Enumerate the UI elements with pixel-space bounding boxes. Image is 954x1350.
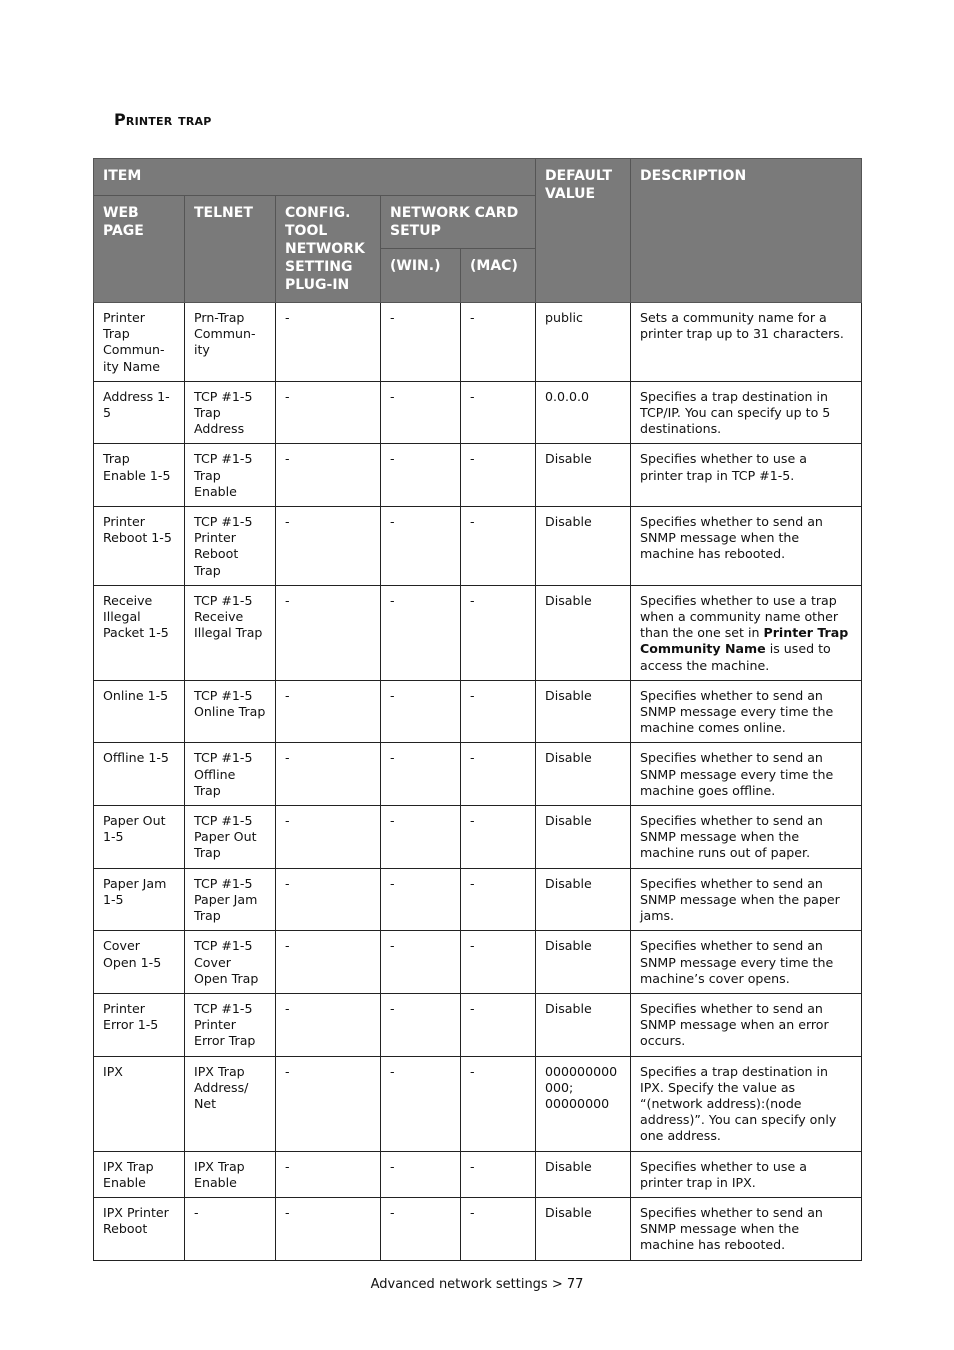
header-mac: (MAC) <box>461 249 536 303</box>
cell-win: - <box>381 680 461 743</box>
cell-win: - <box>381 743 461 806</box>
printer-trap-table <box>93 158 862 1261</box>
cell-win: - <box>381 303 461 382</box>
cell-default-value: 000000000 000; 00000000 <box>536 1056 631 1151</box>
page-footer: Advanced network settings > 77 <box>370 1277 584 1292</box>
cell-web-page: IPX Trap Enable <box>94 1151 185 1197</box>
cell-telnet: TCP #1-5 Cover Open Trap <box>185 931 276 994</box>
header-item: ITEM <box>94 159 536 196</box>
cell-telnet: TCP #1-5 Receive Illegal Trap <box>185 585 276 680</box>
cell-description: Sets a community name for a printer trap up to 31 characters. <box>631 303 862 382</box>
table-row <box>94 381 862 444</box>
cell-config-tool: - <box>276 743 381 806</box>
cell-default-value: public <box>536 303 631 382</box>
cell-web-page: Printer Error 1-5 <box>94 993 185 1056</box>
table-row <box>94 743 862 806</box>
cell-mac: - <box>461 680 536 743</box>
cell-config-tool: - <box>276 993 381 1056</box>
cell-default-value: Disable <box>536 444 631 507</box>
cell-web-page: Paper Out 1-5 <box>94 806 185 869</box>
table-row <box>94 993 862 1056</box>
cell-config-tool: - <box>276 868 381 931</box>
cell-web-page: Printer Trap Commun-ity Name <box>94 303 185 382</box>
description-emphasis: Printer Trap Community Name <box>640 625 849 657</box>
section-title: Printer trap <box>114 110 212 129</box>
cell-mac: - <box>461 303 536 382</box>
cell-description: Specifies whether to use a printer trap in TCP #1-5. <box>631 444 862 507</box>
table-row <box>94 444 862 507</box>
table-row <box>94 680 862 743</box>
cell-telnet: Prn-Trap Commun-ity <box>185 303 276 382</box>
cell-config-tool: - <box>276 507 381 586</box>
cell-win: - <box>381 444 461 507</box>
cell-mac: - <box>461 868 536 931</box>
cell-telnet: TCP #1-5 Paper Jam Trap <box>185 868 276 931</box>
table-row <box>94 806 862 869</box>
cell-win: - <box>381 507 461 586</box>
cell-default-value: Disable <box>536 931 631 994</box>
description-text: Specifies whether to use a trap when a community name other than the one set in <box>640 592 839 641</box>
header-config-tool: CONFIG. TOOL NETWORK SETTING PLUG-IN <box>276 196 381 303</box>
cell-telnet: TCP #1-5 Offline Trap <box>185 743 276 806</box>
cell-win: - <box>381 931 461 994</box>
cell-web-page: Receive Illegal Packet 1-5 <box>94 585 185 680</box>
cell-web-page: IPX Printer Reboot <box>94 1197 185 1260</box>
cell-mac: - <box>461 381 536 444</box>
cell-description: Specifies a trap destination in IPX. Specify the value as “(network address):(node address)”. You can specify only one address. <box>631 1056 862 1151</box>
cell-description: Specifies whether to send an SNMP message when the paper jams. <box>631 868 862 931</box>
cell-win: - <box>381 585 461 680</box>
cell-mac: - <box>461 1151 536 1197</box>
cell-web-page: Address 1-5 <box>94 381 185 444</box>
cell-default-value: Disable <box>536 868 631 931</box>
table-row <box>94 585 862 680</box>
cell-description: Specifies whether to use a printer trap in IPX. <box>631 1151 862 1197</box>
cell-description: Specifies whether to send an SNMP message when the machine has rebooted. <box>631 507 862 586</box>
table-row <box>94 931 862 994</box>
cell-description: Specifies whether to send an SNMP message when the machine runs out of paper. <box>631 806 862 869</box>
cell-web-page: Offline 1-5 <box>94 743 185 806</box>
cell-telnet: IPX Trap Address/ Net <box>185 1056 276 1151</box>
cell-default-value: Disable <box>536 1197 631 1260</box>
header-network-card-setup: NETWORK CARD SETUP <box>381 196 536 249</box>
cell-telnet: TCP #1-5 Paper Out Trap <box>185 806 276 869</box>
cell-web-page: Trap Enable 1-5 <box>94 444 185 507</box>
cell-description: Specifies a trap destination in TCP/IP. You can specify up to 5 destinations. <box>631 381 862 444</box>
cell-config-tool: - <box>276 444 381 507</box>
cell-description: Specifies whether to send an SNMP message every time the machine comes online. <box>631 680 862 743</box>
cell-telnet: TCP #1-5 Printer Error Trap <box>185 993 276 1056</box>
table-row <box>94 1056 862 1151</box>
cell-telnet: IPX Trap Enable <box>185 1151 276 1197</box>
cell-config-tool: - <box>276 1197 381 1260</box>
table-row <box>94 1151 862 1197</box>
cell-mac: - <box>461 1056 536 1151</box>
cell-mac: - <box>461 444 536 507</box>
cell-mac: - <box>461 507 536 586</box>
cell-default-value: Disable <box>536 507 631 586</box>
cell-win: - <box>381 993 461 1056</box>
cell-default-value: Disable <box>536 806 631 869</box>
cell-web-page: Printer Reboot 1-5 <box>94 507 185 586</box>
cell-win: - <box>381 381 461 444</box>
cell-win: - <box>381 1151 461 1197</box>
table-row <box>94 507 862 586</box>
cell-web-page: Online 1-5 <box>94 680 185 743</box>
cell-description <box>631 585 862 680</box>
cell-mac: - <box>461 931 536 994</box>
table-body <box>94 303 862 1261</box>
cell-default-value: Disable <box>536 993 631 1056</box>
cell-description: Specifies whether to send an SNMP message every time the machine’s cover opens. <box>631 931 862 994</box>
description-text: is used to access the machine. <box>640 641 831 673</box>
cell-config-tool: - <box>276 931 381 994</box>
cell-config-tool: - <box>276 303 381 382</box>
cell-telnet: TCP #1-5 Trap Enable <box>185 444 276 507</box>
table-row <box>94 303 862 382</box>
cell-config-tool: - <box>276 1056 381 1151</box>
table-row <box>94 1197 862 1260</box>
cell-config-tool: - <box>276 381 381 444</box>
cell-default-value: Disable <box>536 680 631 743</box>
header-win: (WIN.) <box>381 249 461 303</box>
cell-description: Specifies whether to send an SNMP message when the machine has rebooted. <box>631 1197 862 1260</box>
table-row <box>94 868 862 931</box>
cell-telnet: TCP #1-5 Trap Address <box>185 381 276 444</box>
cell-telnet: - <box>185 1197 276 1260</box>
cell-web-page: Cover Open 1-5 <box>94 931 185 994</box>
cell-web-page: Paper Jam 1-5 <box>94 868 185 931</box>
header-description: DESCRIPTION <box>631 159 862 303</box>
cell-mac: - <box>461 993 536 1056</box>
cell-win: - <box>381 868 461 931</box>
cell-mac: - <box>461 1197 536 1260</box>
cell-win: - <box>381 1197 461 1260</box>
cell-description: Specifies whether to send an SNMP message every time the machine goes offline. <box>631 743 862 806</box>
cell-win: - <box>381 806 461 869</box>
header-default-value: DEFAULT VALUE <box>536 159 631 303</box>
header-web-page: WEB PAGE <box>94 196 185 303</box>
cell-config-tool: - <box>276 806 381 869</box>
cell-config-tool: - <box>276 680 381 743</box>
table-header <box>94 159 862 303</box>
cell-win: - <box>381 1056 461 1151</box>
cell-default-value: Disable <box>536 1151 631 1197</box>
cell-default-value: Disable <box>536 585 631 680</box>
cell-mac: - <box>461 585 536 680</box>
cell-default-value: 0.0.0.0 <box>536 381 631 444</box>
header-telnet: TELNET <box>185 196 276 303</box>
cell-web-page: IPX <box>94 1056 185 1151</box>
cell-telnet: TCP #1-5 Printer Reboot Trap <box>185 507 276 586</box>
cell-telnet: TCP #1-5 Online Trap <box>185 680 276 743</box>
cell-description: Specifies whether to send an SNMP message when an error occurs. <box>631 993 862 1056</box>
cell-config-tool: - <box>276 585 381 680</box>
cell-mac: - <box>461 806 536 869</box>
cell-default-value: Disable <box>536 743 631 806</box>
cell-mac: - <box>461 743 536 806</box>
cell-config-tool: - <box>276 1151 381 1197</box>
